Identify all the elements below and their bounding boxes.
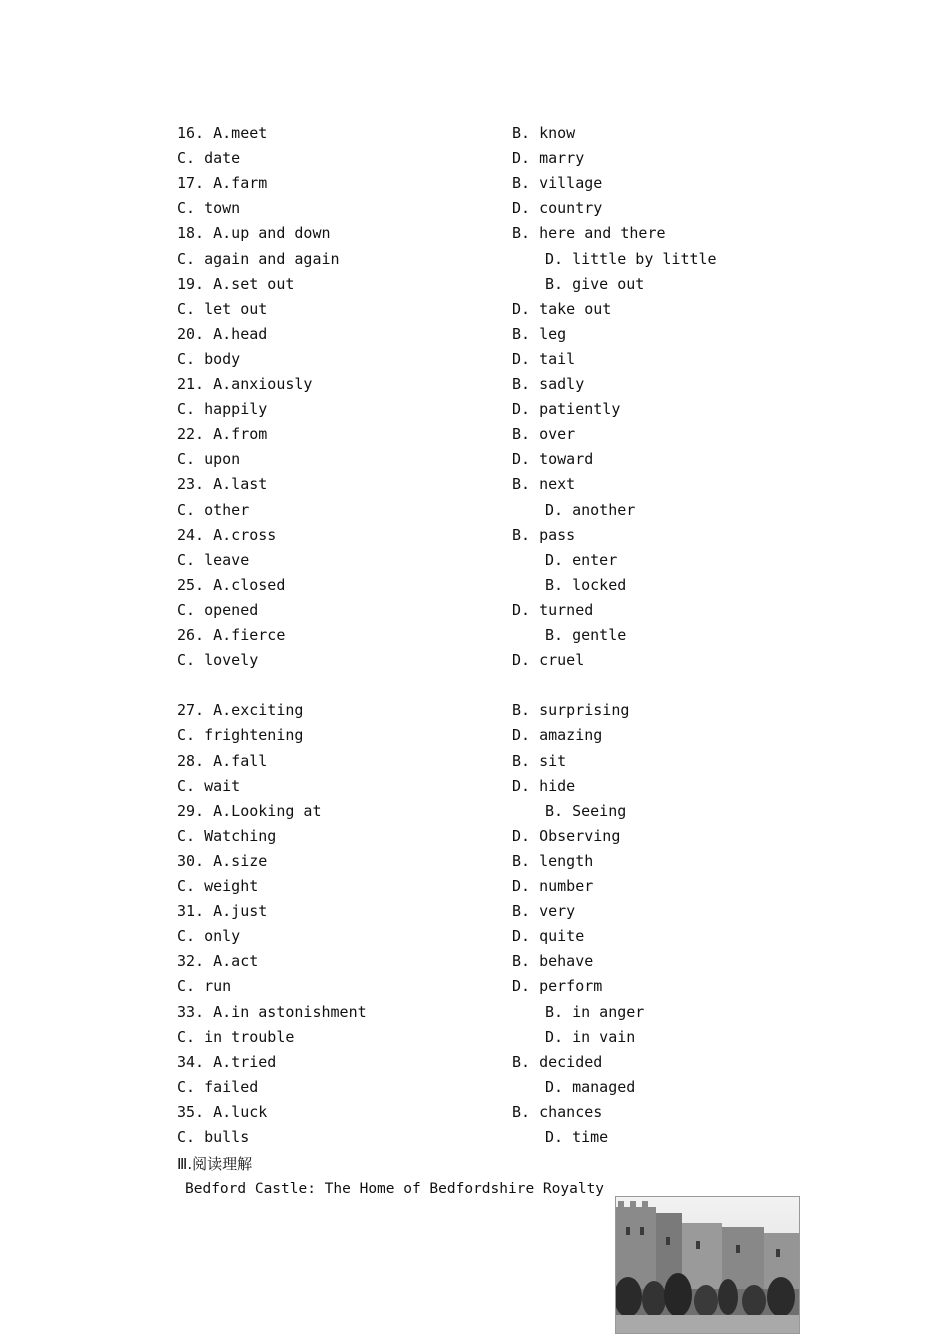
question-23-option-a: 23. A.last xyxy=(177,475,268,493)
question-18-option-c: C. again and again xyxy=(177,250,340,268)
question-19-option-b: B. give out xyxy=(545,275,645,293)
question-31-option-d: D. quite xyxy=(512,927,585,945)
question-35-option-b: B. chances xyxy=(512,1103,603,1121)
question-29-option-b: B. Seeing xyxy=(545,802,627,820)
question-25-option-d: D. turned xyxy=(512,601,594,619)
question-18-option-b: B. here and there xyxy=(512,224,666,242)
question-33-option-a: 33. A.in astonishment xyxy=(177,1003,367,1021)
question-32-option-b: B. behave xyxy=(512,952,594,970)
question-30-option-d: D. number xyxy=(512,877,594,895)
question-34-option-c: C. failed xyxy=(177,1078,259,1096)
question-28-option-a: 28. A.fall xyxy=(177,752,268,770)
passage-title: Bedford Castle: The Home of Bedfordshire Royalty xyxy=(185,1181,605,1197)
question-21-option-a: 21. A.anxiously xyxy=(177,375,313,393)
section-heading: Ⅲ.阅读理解 xyxy=(177,1155,253,1173)
question-29-option-d: D. Observing xyxy=(512,827,621,845)
question-16-option-d: D. marry xyxy=(512,149,585,167)
question-20-option-d: D. tail xyxy=(512,350,576,368)
question-34-option-d: D. managed xyxy=(545,1078,636,1096)
question-31-option-a: 31. A.just xyxy=(177,902,268,920)
question-25-option-a: 25. A.closed xyxy=(177,576,286,594)
question-21-option-c: C. happily xyxy=(177,400,268,418)
question-23-option-b: B. next xyxy=(512,475,576,493)
question-22-option-a: 22. A.from xyxy=(177,425,268,443)
question-20-option-b: B. leg xyxy=(512,325,567,343)
question-24-option-d: D. enter xyxy=(545,551,618,569)
question-28-option-c: C. wait xyxy=(177,777,241,795)
question-31-option-c: C. only xyxy=(177,927,241,945)
question-28-option-d: D. hide xyxy=(512,777,576,795)
question-26-option-b: B. gentle xyxy=(545,626,627,644)
question-24-option-a: 24. A.cross xyxy=(177,526,277,544)
question-34-option-b: B. decided xyxy=(512,1053,603,1071)
question-30-option-c: C. weight xyxy=(177,877,259,895)
question-24-option-b: B. pass xyxy=(512,526,576,544)
question-16-option-b: B. know xyxy=(512,124,576,142)
question-20-option-c: C. body xyxy=(177,350,241,368)
question-17-option-b: B. village xyxy=(512,174,603,192)
question-29-option-a: 29. A.Looking at xyxy=(177,802,322,820)
question-21-option-d: D. patiently xyxy=(512,400,621,418)
question-21-option-b: B. sadly xyxy=(512,375,585,393)
question-27-option-c: C. frightening xyxy=(177,726,304,744)
question-19-option-c: C. let out xyxy=(177,300,268,318)
question-26-option-a: 26. A.fierce xyxy=(177,626,286,644)
question-33-option-d: D. in vain xyxy=(545,1028,636,1046)
question-23-option-d: D. another xyxy=(545,501,636,519)
question-25-option-c: C. opened xyxy=(177,601,259,619)
question-32-option-d: D. perform xyxy=(512,977,603,995)
question-28-option-b: B. sit xyxy=(512,752,567,770)
question-23-option-c: C. other xyxy=(177,501,250,519)
question-31-option-b: B. very xyxy=(512,902,576,920)
question-17-option-c: C. town xyxy=(177,199,241,217)
question-26-option-c: C. lovely xyxy=(177,651,259,669)
question-35-option-a: 35. A.luck xyxy=(177,1103,268,1121)
question-17-option-a: 17. A.farm xyxy=(177,174,268,192)
question-19-option-d: D. take out xyxy=(512,300,612,318)
question-27-option-d: D. amazing xyxy=(512,726,603,744)
question-16-option-a: 16. A.meet xyxy=(177,124,268,142)
question-18-option-d: D. little by little xyxy=(545,250,717,268)
question-22-option-c: C. upon xyxy=(177,450,241,468)
question-17-option-d: D. country xyxy=(512,199,603,217)
question-26-option-d: D. cruel xyxy=(512,651,585,669)
question-27-option-a: 27. A.exciting xyxy=(177,701,304,719)
question-20-option-a: 20. A.head xyxy=(177,325,268,343)
question-33-option-b: B. in anger xyxy=(545,1003,645,1021)
question-25-option-b: B. locked xyxy=(545,576,627,594)
castle-photo xyxy=(615,1196,800,1334)
question-22-option-d: D. toward xyxy=(512,450,594,468)
question-16-option-c: C. date xyxy=(177,149,241,167)
question-32-option-a: 32. A.act xyxy=(177,952,259,970)
question-29-option-c: C. Watching xyxy=(177,827,277,845)
question-24-option-c: C. leave xyxy=(177,551,250,569)
question-34-option-a: 34. A.tried xyxy=(177,1053,277,1071)
question-33-option-c: C. in trouble xyxy=(177,1028,295,1046)
question-18-option-a: 18. A.up and down xyxy=(177,224,331,242)
question-35-option-c: C. bulls xyxy=(177,1128,250,1146)
question-19-option-a: 19. A.set out xyxy=(177,275,295,293)
question-22-option-b: B. over xyxy=(512,425,576,443)
question-30-option-a: 30. A.size xyxy=(177,852,268,870)
question-27-option-b: B. surprising xyxy=(512,701,630,719)
question-32-option-c: C. run xyxy=(177,977,232,995)
question-30-option-b: B. length xyxy=(512,852,594,870)
question-35-option-d: D. time xyxy=(545,1128,609,1146)
